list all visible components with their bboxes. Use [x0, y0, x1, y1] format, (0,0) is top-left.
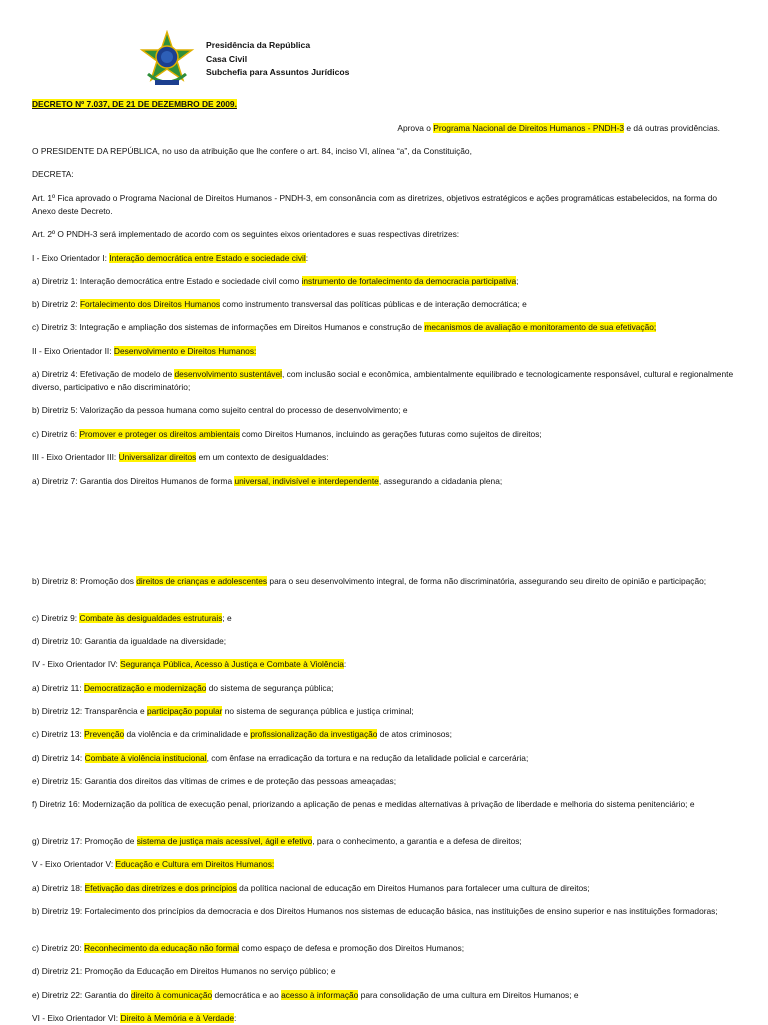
- diretriz-17-post: , para o conhecimento, a garantia e a defesa de direitos;: [312, 836, 522, 846]
- diretriz-14-highlight: Combate à violência institucional: [84, 753, 207, 763]
- diretriz-2: [32, 298, 742, 311]
- diretriz-17: [32, 835, 742, 848]
- diretriz-8: [32, 575, 742, 588]
- diretriz-4-pre: a) Diretriz 4: Efetivação de modelo de: [32, 369, 175, 379]
- decree-title: [32, 98, 742, 111]
- diretriz-22-highlight-2: acesso à informação: [281, 990, 359, 1000]
- diretriz-20-post: como espaço de defesa e promoção dos Direitos Humanos;: [239, 943, 465, 953]
- diretriz-9-pre: c) Diretriz 9:: [32, 613, 80, 623]
- diretriz-13-highlight: Prevenção: [84, 729, 125, 739]
- header-text: [206, 39, 349, 80]
- article-1: Art. 1º Fica aprovado o Programa Nacional de Direitos Humanos - PNDH-3, em consonância com as diretrizes, objetivos estratégicos e ações programáticas estabelecidos, na forma do Anexo deste Decreto.: [32, 193, 718, 216]
- diretriz-22: [32, 989, 742, 1002]
- eixo-2-pre: II - Eixo Orientador II:: [32, 346, 114, 356]
- diretriz-1-pre: a) Diretriz 1: Interação democrática entre Estado e sociedade civil como: [32, 276, 302, 286]
- eixo-2: [32, 345, 742, 358]
- diretriz-6-highlight: Promover e proteger os direitos ambientais: [79, 429, 240, 439]
- eixo-4-post: :: [343, 659, 347, 669]
- diretriz-3: [32, 321, 742, 334]
- diretriz-7-post: , assegurando a cidadania plena;: [378, 476, 503, 486]
- eixo-6-pre: VI - Eixo Orientador VI:: [32, 1013, 121, 1023]
- eixo-6-highlight: Direito à Memória e à Verdade: [120, 1013, 235, 1023]
- header-line-casa-civil: Casa Civil: [206, 53, 248, 64]
- diretriz-11-post: do sistema de segurança pública;: [206, 683, 334, 693]
- diretriz-1: [32, 275, 742, 288]
- eixo-1-pre: I - Eixo Orientador I:: [32, 253, 110, 263]
- diretriz-20-highlight: Reconhecimento da educação não formal: [84, 943, 240, 953]
- diretriz-17-pre: g) Diretriz 17: Promoção de: [32, 836, 137, 846]
- diretriz-11-highlight: Democratização e modernização: [83, 683, 207, 693]
- diretriz-20-pre: c) Diretriz 20:: [32, 943, 85, 953]
- diretriz-9-post: ; e: [222, 613, 232, 623]
- diretriz-18-post: da política nacional de educação em Direitos Humanos para fortalecer uma cultura de direitos;: [236, 883, 590, 893]
- diretriz-17-highlight: sistema de justiça mais acessível, ágil e efetivo: [136, 836, 313, 846]
- diretriz-6-post: como Direitos Humanos, incluindo as gerações futuras como sujeitos de direitos;: [239, 429, 542, 439]
- diretriz-7-pre: a) Diretriz 7: Garantia dos Direitos Humanos de forma: [32, 476, 235, 486]
- diretriz-2-post: como instrumento transversal das políticas públicas e de interação democrática; e: [220, 299, 527, 309]
- diretriz-12-post: no sistema de segurança pública e justiça criminal;: [222, 706, 414, 716]
- diretriz-9-highlight: Combate às desigualdades estruturais: [79, 613, 223, 623]
- eixo-4-highlight: Segurança Pública, Acesso à Justiça e Combate à Violência: [120, 659, 344, 669]
- diretriz-9: [32, 612, 742, 625]
- diretriz-21: d) Diretriz 21: Promoção da Educação em Direitos Humanos no serviço público; e: [32, 966, 336, 976]
- diretriz-22-post: para consolidação de uma cultura em Direitos Humanos; e: [358, 990, 579, 1000]
- ementa-post: e dá outras providências.: [624, 123, 720, 133]
- diretriz-2-pre: b) Diretriz 2:: [32, 299, 80, 309]
- diretriz-20: [32, 942, 742, 955]
- eixo-3: [32, 451, 742, 464]
- diretriz-8-post: para o seu desenvolvimento integral, de forma não discriminatória, assegurando seu direito de opinião e participação;: [267, 576, 707, 586]
- diretriz-13-mid: da violência e da criminalidade e: [124, 729, 251, 739]
- ementa: [300, 122, 720, 135]
- diretriz-15: e) Diretriz 15: Garantia dos direitos das vítimas de crimes e de proteção das pessoas ameaçadas;: [32, 776, 397, 786]
- diretriz-13-post: de atos criminosos;: [377, 729, 452, 739]
- diretriz-14: [32, 752, 742, 765]
- decreta: DECRETA:: [32, 169, 74, 179]
- diretriz-12-pre: b) Diretriz 12: Transparência e: [32, 706, 147, 716]
- decree-title-text: DECRETO Nº 7.037, DE 21 DE DEZEMBRO DE 2009.: [32, 99, 237, 109]
- diretriz-18: [32, 882, 742, 895]
- diretriz-19: b) Diretriz 19: Fortalecimento dos princípios da democracia e dos Direitos Humanos nos sistemas de educação básica, nas instituições de ensino superior e nas instituições formadoras;: [32, 906, 718, 916]
- diretriz-12-highlight: participação popular: [146, 706, 223, 716]
- eixo-1: [32, 252, 742, 265]
- eixo-1-highlight: Interação democrática entre Estado e sociedade civil: [109, 253, 306, 263]
- diretriz-22-pre: e) Diretriz 22: Garantia do: [32, 990, 131, 1000]
- diretriz-1-highlight: instrumento de fortalecimento da democracia participativa: [301, 276, 517, 286]
- diretriz-4-post: , com inclusão social e econômica, ambientalmente equilibrado e tecnologicamente responsável, cultural e regionalmente diverso, participativo e não discriminatório;: [32, 369, 734, 392]
- diretriz-1-post: ;: [516, 276, 519, 286]
- ementa-highlight: Programa Nacional de Direitos Humanos - PNDH-3: [433, 123, 625, 133]
- diretriz-6: [32, 428, 742, 441]
- eixo-1-post: :: [305, 253, 309, 263]
- header: [138, 30, 538, 94]
- diretriz-4-highlight: desenvolvimento sustentável: [174, 369, 282, 379]
- diretriz-5: b) Diretriz 5: Valorização da pessoa humana como sujeito central do processo de desenvolvimento; e: [32, 405, 408, 415]
- eixo-3-pre: III - Eixo Orientador III:: [32, 452, 119, 462]
- article-2: Art. 2º O PNDH-3 será implementado de acordo com os seguintes eixos orientadores e suas respectivas diretrizes:: [32, 229, 460, 239]
- header-line-presidencia: Presidência da República: [206, 40, 311, 50]
- diretriz-12: [32, 705, 742, 718]
- coat-of-arms-icon: [138, 30, 196, 90]
- diretriz-18-pre: a) Diretriz 18:: [32, 883, 85, 893]
- diretriz-13-pre: c) Diretriz 13:: [32, 729, 85, 739]
- diretriz-8-pre: b) Diretriz 8: Promoção dos: [32, 576, 137, 586]
- diretriz-7: [32, 475, 742, 488]
- preamble: O PRESIDENTE DA REPÚBLICA, no uso da atribuição que lhe confere o art. 84, inciso VI, alínea “a”, da Constituição,: [32, 146, 472, 156]
- diretriz-22-mid: democrática e ao: [212, 990, 282, 1000]
- eixo-3-highlight: Universalizar direitos: [118, 452, 197, 462]
- diretriz-2-highlight: Fortalecimento dos Direitos Humanos: [79, 299, 221, 309]
- diretriz-22-highlight: direito à comunicação: [130, 990, 213, 1000]
- diretriz-7-highlight: universal, indivisível e interdependente: [234, 476, 379, 486]
- diretriz-11: [32, 682, 742, 695]
- diretriz-13-highlight-2: profissionalização da investigação: [250, 729, 378, 739]
- diretriz-14-pre: d) Diretriz 14:: [32, 753, 85, 763]
- diretriz-14-post: , com ênfase na erradicação da tortura e na redução da letalidade policial e carcerária;: [206, 753, 529, 763]
- ementa-pre: Aprova o: [397, 123, 434, 133]
- diretriz-18-highlight: Efetivação das diretrizes e dos princípios: [84, 883, 237, 893]
- diretriz-10: d) Diretriz 10: Garantia da igualdade na diversidade;: [32, 636, 227, 646]
- diretriz-4: [32, 368, 742, 393]
- eixo-4-pre: IV - Eixo Orientador IV:: [32, 659, 121, 669]
- diretriz-11-pre: a) Diretriz 11:: [32, 683, 84, 693]
- diretriz-3-highlight: mecanismos de avaliação e monitoramento de sua efetivação;: [424, 322, 657, 332]
- eixo-5: [32, 858, 742, 871]
- diretriz-16: f) Diretriz 16: Modernização da política de execução penal, priorizando a aplicação de penas e medidas alternativas à privação de liberdade e melhoria do sistema penitenciário; e: [32, 799, 695, 809]
- diretriz-8-highlight: direitos de crianças e adolescentes: [136, 576, 268, 586]
- header-line-subchefia: Subchefia para Assuntos Jurídicos: [206, 67, 350, 78]
- eixo-3-post: em um contexto de desigualdades:: [196, 452, 329, 462]
- eixo-6: [32, 1012, 742, 1025]
- eixo-6-post: :: [234, 1013, 237, 1023]
- eixo-5-highlight: Educação e Cultura em Direitos Humanos:: [115, 859, 275, 869]
- diretriz-13: [32, 728, 742, 741]
- diretriz-6-pre: c) Diretriz 6:: [32, 429, 80, 439]
- eixo-5-pre: V - Eixo Orientador V:: [32, 859, 116, 869]
- diretriz-3-pre: c) Diretriz 3: Integração e ampliação dos sistemas de informações em Direitos Humanos e construção de: [32, 322, 425, 332]
- eixo-2-highlight: Desenvolvimento e Direitos Humanos:: [113, 346, 257, 356]
- eixo-4: [32, 658, 742, 671]
